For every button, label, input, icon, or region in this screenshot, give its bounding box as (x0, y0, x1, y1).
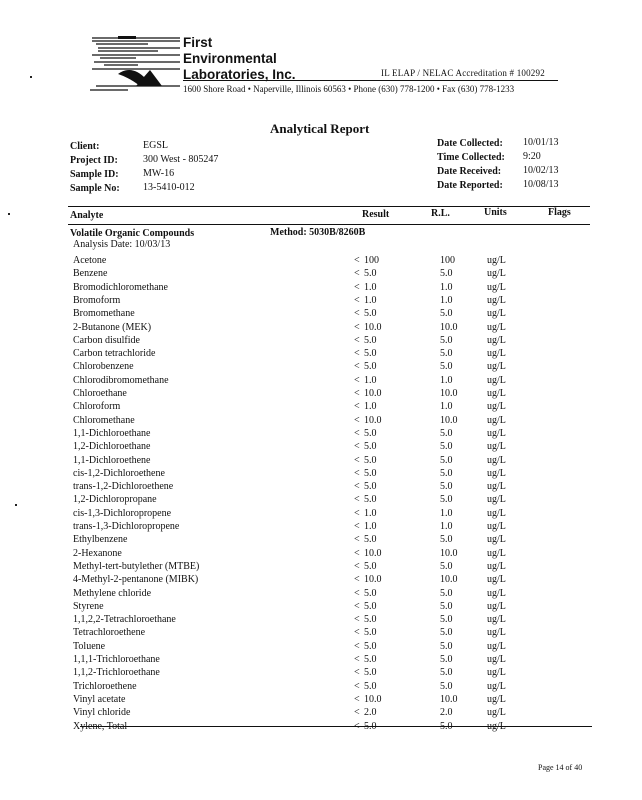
analyte-name: Bromomethane (73, 308, 135, 320)
analyte-name: 1,1,2,2-Tetrachloroethane (73, 614, 176, 626)
result-qualifier: < (354, 507, 360, 519)
reporting-limit: 5.0 (440, 640, 453, 652)
reporting-limit: 1.0 (440, 374, 453, 386)
reporting-limit: 5.0 (440, 494, 453, 506)
table-bottom-rule (80, 726, 592, 727)
table-row (0, 667, 642, 680)
date-collected-value: 10/01/13 (523, 137, 559, 148)
analyte-name: Methylene chloride (73, 587, 152, 599)
result-qualifier: < (354, 321, 360, 333)
result-qualifier: < (354, 600, 360, 612)
client-value: EGSL (143, 140, 168, 151)
result-value: 10.0 (364, 414, 382, 426)
analyte-name: 2-Hexanone (73, 547, 122, 559)
result-qualifier: < (354, 534, 360, 546)
result-value: 5.0 (364, 454, 377, 466)
units: ug/L (487, 361, 506, 373)
result-qualifier: < (354, 494, 360, 506)
result-value: 5.0 (364, 534, 377, 546)
sample-no-value: 13-5410-012 (143, 182, 195, 193)
table-row (0, 348, 642, 361)
units: ug/L (487, 521, 506, 532)
result-value: 5.0 (364, 654, 377, 665)
reporting-limit: 5.0 (440, 427, 453, 439)
units: ug/L (487, 680, 506, 692)
result-qualifier: < (354, 414, 360, 426)
result-qualifier: < (354, 334, 360, 346)
date-received-label: Date Received: (437, 166, 502, 177)
units: ug/L (487, 560, 506, 572)
units: ug/L (487, 268, 506, 280)
reporting-limit: 1.0 (440, 294, 453, 306)
reporting-limit: 5.0 (440, 308, 453, 320)
result-value: 10.0 (364, 547, 382, 559)
date-received-value: 10/02/13 (523, 165, 559, 176)
table-row (0, 255, 642, 268)
analyte-name: Carbon tetrachloride (73, 348, 156, 360)
units: ug/L (487, 414, 506, 426)
letterhead-rule (183, 80, 558, 81)
analyte-name: Chloroethane (73, 388, 127, 399)
table-header-rule (68, 224, 590, 225)
table-row (0, 282, 642, 295)
units: ug/L (487, 494, 506, 506)
table-row (0, 361, 642, 374)
reporting-limit: 1.0 (440, 401, 453, 413)
header-flags: Flags (548, 207, 571, 218)
table-row (0, 322, 642, 335)
result-value: 10.0 (364, 574, 382, 586)
result-value: 5.0 (364, 494, 377, 506)
units: ug/L (487, 321, 506, 333)
units: ug/L (487, 627, 506, 639)
reporting-limit: 5.0 (440, 600, 453, 612)
reporting-limit: 5.0 (440, 534, 453, 546)
reporting-limit: 1.0 (440, 507, 453, 519)
accreditation: IL ELAP / NELAC Accreditation # 100292 (381, 68, 545, 78)
result-value: 1.0 (364, 294, 377, 306)
result-value: 1.0 (364, 521, 377, 532)
result-value: 1.0 (364, 401, 377, 413)
project-id-label: Project ID: (70, 155, 118, 166)
result-qualifier: < (354, 560, 360, 572)
table-row (0, 508, 642, 521)
units: ug/L (487, 401, 506, 413)
table-row (0, 401, 642, 414)
result-qualifier: < (354, 427, 360, 439)
units: ug/L (487, 547, 506, 559)
result-value: 5.0 (364, 467, 377, 479)
units: ug/L (487, 467, 506, 479)
result-value: 5.0 (364, 308, 377, 320)
result-value: 1.0 (364, 507, 377, 519)
units: ug/L (487, 574, 506, 586)
result-value: 10.0 (364, 388, 382, 399)
units: ug/L (487, 640, 506, 652)
sample-id-label: Sample ID: (70, 169, 119, 180)
table-row (0, 521, 642, 534)
result-qualifier: < (354, 680, 360, 692)
reporting-limit: 5.0 (440, 560, 453, 572)
table-row (0, 601, 642, 614)
table-row (0, 614, 642, 627)
result-value: 5.0 (364, 560, 377, 572)
result-qualifier: < (354, 654, 360, 665)
result-qualifier: < (354, 720, 360, 732)
reporting-limit: 10.0 (440, 547, 458, 559)
result-qualifier: < (354, 348, 360, 360)
analyte-name: Vinyl chloride (73, 707, 131, 719)
reporting-limit: 2.0 (440, 707, 453, 719)
reporting-limit: 5.0 (440, 720, 453, 732)
analyte-name: 4-Methyl-2-pentanone (MIBK) (73, 574, 199, 586)
analyte-name: 1,1,1-Trichloroethane (73, 654, 160, 665)
reporting-limit: 5.0 (440, 654, 453, 665)
company-address: 1600 Shore Road • Naperville, Illinois 60563 • Phone (630) 778-1200 • Fax (630) 778-1233 (183, 84, 515, 94)
result-value: 100 (364, 255, 379, 266)
table-row (0, 721, 642, 734)
reporting-limit: 5.0 (440, 334, 453, 346)
result-qualifier: < (354, 281, 360, 293)
sample-id-value: MW-16 (143, 168, 175, 179)
analyte-name: Acetone (73, 255, 107, 266)
reporting-limit: 5.0 (440, 361, 453, 373)
analyte-name: Trichloroethene (73, 680, 137, 692)
units: ug/L (487, 294, 506, 306)
result-qualifier: < (354, 467, 360, 479)
analyte-name: Bromoform (73, 294, 121, 306)
result-qualifier: < (354, 521, 360, 532)
units: ug/L (487, 534, 506, 546)
reporting-limit: 10.0 (440, 574, 458, 586)
result-value: 5.0 (364, 680, 377, 692)
units: ug/L (487, 667, 506, 679)
result-qualifier: < (354, 481, 360, 493)
analyte-name: 1,1-Dichloroethane (73, 427, 151, 439)
method: Method: 5030B/8260B (270, 227, 366, 238)
units: ug/L (487, 334, 506, 346)
sample-no-label: Sample No: (70, 183, 120, 194)
units: ug/L (487, 281, 506, 293)
table-row (0, 707, 642, 720)
report-title: Analytical Report (270, 121, 370, 136)
result-qualifier: < (354, 707, 360, 719)
analyte-name: 1,2-Dichloroethane (73, 441, 151, 453)
analysis-date: Analysis Date: 10/03/13 (73, 239, 171, 250)
units: ug/L (487, 614, 506, 626)
analyte-name: Chlorodibromomethane (73, 374, 169, 386)
table-row (0, 548, 642, 561)
result-qualifier: < (354, 587, 360, 599)
analyte-name: cis-1,2-Dichloroethene (73, 467, 165, 479)
units: ug/L (487, 454, 506, 466)
result-value: 1.0 (364, 374, 377, 386)
table-row (0, 375, 642, 388)
date-reported-label: Date Reported: (437, 180, 503, 191)
analyte-name: Tetrachloroethene (73, 627, 146, 639)
reporting-limit: 100 (440, 255, 455, 266)
analyte-name: Chloroform (73, 401, 121, 413)
units: ug/L (487, 481, 506, 493)
company-name-line: Environmental (183, 51, 277, 66)
result-value: 5.0 (364, 348, 377, 360)
table-row (0, 627, 642, 640)
reporting-limit: 1.0 (440, 281, 453, 293)
result-value: 5.0 (364, 640, 377, 652)
table-row (0, 468, 642, 481)
reporting-limit: 5.0 (440, 467, 453, 479)
table-row (0, 481, 642, 494)
result-value: 5.0 (364, 441, 377, 453)
analyte-name: Carbon disulfide (73, 334, 140, 346)
result-qualifier: < (354, 454, 360, 466)
analyte-name: Benzene (73, 268, 108, 280)
reporting-limit: 5.0 (440, 614, 453, 626)
units: ug/L (487, 374, 506, 386)
header-rl: R.L. (431, 208, 450, 219)
analyte-name: Xylene, Total (73, 720, 128, 732)
company-name-line: Laboratories, Inc. (183, 67, 296, 82)
header-units: Units (484, 207, 507, 218)
result-value: 1.0 (364, 281, 377, 293)
result-value: 5.0 (364, 600, 377, 612)
table-row (0, 641, 642, 654)
reporting-limit: 5.0 (440, 454, 453, 466)
units: ug/L (487, 720, 506, 732)
result-qualifier: < (354, 667, 360, 679)
table-row (0, 441, 642, 454)
table-row (0, 574, 642, 587)
units: ug/L (487, 600, 506, 612)
units: ug/L (487, 255, 506, 266)
reporting-limit: 1.0 (440, 521, 453, 532)
result-qualifier: < (354, 294, 360, 306)
reporting-limit: 5.0 (440, 481, 453, 493)
result-qualifier: < (354, 374, 360, 386)
units: ug/L (487, 654, 506, 665)
table-row (0, 295, 642, 308)
table-row (0, 654, 642, 667)
result-qualifier: < (354, 627, 360, 639)
analyte-name: Bromodichloromethane (73, 281, 168, 293)
result-qualifier: < (354, 614, 360, 626)
reporting-limit: 5.0 (440, 667, 453, 679)
result-qualifier: < (354, 401, 360, 413)
units: ug/L (487, 587, 506, 599)
result-value: 5.0 (364, 334, 377, 346)
analyte-name: Styrene (73, 600, 104, 612)
result-value: 5.0 (364, 481, 377, 493)
table-row (0, 694, 642, 707)
result-value: 5.0 (364, 627, 377, 639)
section-title: Volatile Organic Compounds (70, 228, 195, 239)
result-value: 10.0 (364, 321, 382, 333)
analyte-name: Chlorobenzene (73, 361, 134, 373)
table-row (0, 534, 642, 547)
reporting-limit: 5.0 (440, 441, 453, 453)
table-row (0, 455, 642, 468)
scan-speck (30, 76, 32, 78)
project-id-value: 300 West - 805247 (143, 154, 219, 165)
table-row (0, 388, 642, 401)
units: ug/L (487, 507, 506, 519)
page-number: Page 14 of 40 (538, 763, 583, 772)
units: ug/L (487, 348, 506, 360)
result-qualifier: < (354, 308, 360, 320)
analyte-name: trans-1,3-Dichloropropene (73, 521, 180, 532)
result-value: 5.0 (364, 614, 377, 626)
time-collected-value: 9:20 (523, 151, 541, 162)
result-qualifier: < (354, 547, 360, 559)
result-qualifier: < (354, 388, 360, 399)
result-qualifier: < (354, 693, 360, 705)
scan-speck (8, 213, 10, 215)
table-row (0, 428, 642, 441)
client-label: Client: (70, 141, 100, 152)
units: ug/L (487, 707, 506, 719)
result-value: 5.0 (364, 667, 377, 679)
result-qualifier: < (354, 441, 360, 453)
table-row (0, 308, 642, 321)
time-collected-label: Time Collected: (437, 152, 505, 163)
result-value: 5.0 (364, 361, 377, 373)
result-value: 5.0 (364, 268, 377, 280)
analyte-name: 1,2-Dichloropropane (73, 494, 157, 506)
units: ug/L (487, 693, 506, 705)
reporting-limit: 5.0 (440, 680, 453, 692)
header-result: Result (362, 209, 390, 220)
result-value: 5.0 (364, 720, 377, 732)
table-row (0, 588, 642, 601)
date-collected-label: Date Collected: (437, 138, 503, 149)
table-row (0, 494, 642, 507)
table-row (0, 335, 642, 348)
company-name (183, 35, 296, 83)
reporting-limit: 5.0 (440, 587, 453, 599)
table-row (0, 415, 642, 428)
result-value: 2.0 (364, 707, 377, 719)
result-value: 5.0 (364, 427, 377, 439)
analyte-name: Methyl-tert-butylether (MTBE) (73, 560, 200, 572)
table-row (0, 561, 642, 574)
reporting-limit: 10.0 (440, 388, 458, 399)
result-qualifier: < (354, 268, 360, 280)
analyte-name: Chloromethane (73, 414, 135, 426)
table-row (0, 268, 642, 281)
analyte-name: Toluene (73, 640, 106, 652)
reporting-limit: 5.0 (440, 348, 453, 360)
result-qualifier: < (354, 574, 360, 586)
result-qualifier: < (354, 640, 360, 652)
result-qualifier: < (354, 361, 360, 373)
reporting-limit: 5.0 (440, 268, 453, 280)
reporting-limit: 10.0 (440, 321, 458, 333)
analyte-name: Ethylbenzene (73, 534, 128, 546)
analyte-name: Vinyl acetate (73, 693, 126, 705)
units: ug/L (487, 441, 506, 453)
date-reported-value: 10/08/13 (523, 179, 559, 190)
analyte-name: 1,1,2-Trichloroethane (73, 667, 160, 679)
header-analyte: Analyte (70, 210, 104, 221)
reporting-limit: 10.0 (440, 414, 458, 426)
units: ug/L (487, 308, 506, 320)
analyte-name: 2-Butanone (MEK) (73, 321, 152, 333)
analyte-name: cis-1,3-Dichloropropene (73, 507, 172, 519)
units: ug/L (487, 427, 506, 439)
company-name-line: First (183, 35, 213, 50)
analyte-name: 1,1-Dichloroethene (73, 454, 151, 466)
result-value: 5.0 (364, 587, 377, 599)
table-top-rule (68, 206, 590, 207)
company-logo (88, 34, 180, 96)
reporting-limit: 10.0 (440, 693, 458, 705)
result-qualifier: < (354, 255, 360, 266)
result-value: 10.0 (364, 693, 382, 705)
analyte-name: trans-1,2-Dichloroethene (73, 481, 174, 493)
units: ug/L (487, 388, 506, 399)
table-row (0, 681, 642, 694)
reporting-limit: 5.0 (440, 627, 453, 639)
